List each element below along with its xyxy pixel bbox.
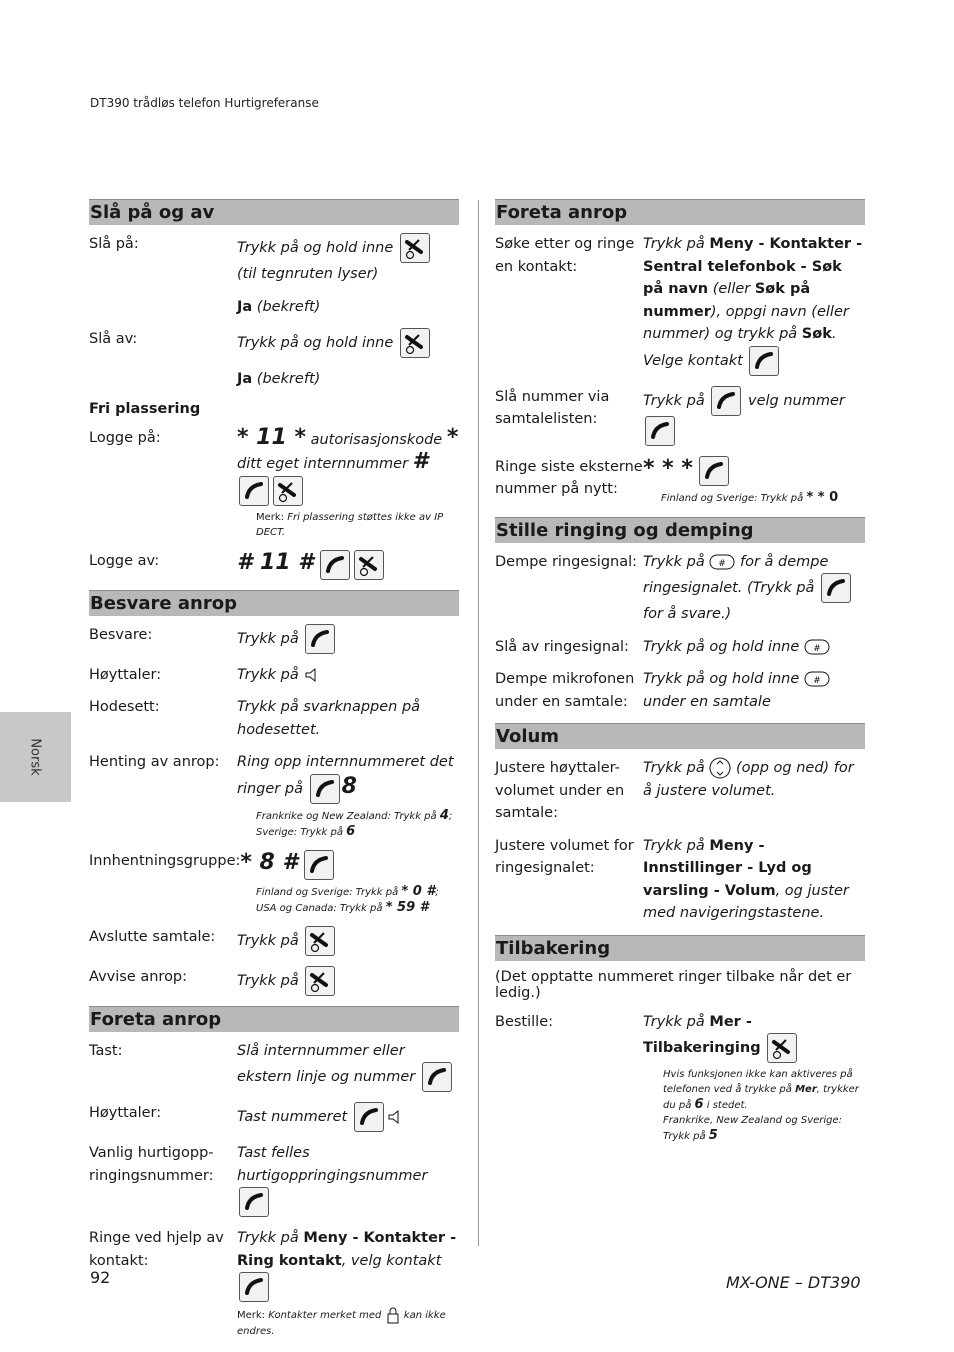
section-title: Foreta anrop xyxy=(89,1006,459,1032)
call-key-icon xyxy=(749,346,779,376)
row-power-off xyxy=(89,328,459,358)
note-text: Finland og Sverige: Trykk på xyxy=(661,492,804,504)
row-label: Slå på: xyxy=(89,236,139,252)
note-text: kan ikke endres. xyxy=(237,1310,446,1337)
section-title: Slå på og av xyxy=(89,199,459,225)
code: * 11 * xyxy=(237,424,306,450)
speaker-icon xyxy=(386,1108,412,1126)
text: Trykk på xyxy=(643,392,705,409)
row-label xyxy=(89,368,237,391)
note-text: Fri plassering støttes ikke av IP DECT. xyxy=(256,511,444,538)
note-label: Merk: xyxy=(256,511,285,523)
row-label: Ringe ved hjelp av kontakt: xyxy=(89,1230,224,1269)
row-value xyxy=(643,233,865,376)
language-tab-label: Norsk xyxy=(27,738,43,776)
note-text: Hvis funksjonen ikke kan aktiveres på telefonen ved å trykke på xyxy=(663,1069,853,1095)
text: ), oppgi navn (eller nummer) og trykk på xyxy=(643,303,849,342)
text: under en samtale xyxy=(643,693,771,710)
call-key-icon xyxy=(645,416,675,446)
row-label: Logge av: xyxy=(89,552,160,569)
language-tab xyxy=(0,712,71,802)
note-digit: 5 xyxy=(708,1128,718,1143)
call-key-icon xyxy=(699,456,729,486)
menu-path: Meny - Kontakter - Sentral telefonbok - Søk på navn xyxy=(643,236,863,297)
row-value xyxy=(237,1040,459,1093)
row-ring-off xyxy=(495,636,865,659)
code: # 11 # xyxy=(237,549,314,575)
note xyxy=(661,490,865,507)
text: (bekreft) xyxy=(256,298,321,315)
end-key-icon xyxy=(305,966,335,996)
row-logout xyxy=(89,550,459,580)
row-label: Henting av anrop: xyxy=(89,754,220,770)
page-number: 92 xyxy=(90,1268,111,1287)
note-text: Sverige: Trykk på xyxy=(256,826,343,838)
yes-text: Ja xyxy=(237,298,253,315)
left-column xyxy=(89,199,459,1349)
row-value xyxy=(237,233,459,286)
row-label: Høyttaler: xyxy=(89,666,162,683)
row-confirm xyxy=(89,368,459,391)
navigation-key-icon xyxy=(709,757,731,779)
footer-product: MX-ONE – DT390 xyxy=(726,1273,861,1292)
text: Slå internnummer eller ekstern linje og nummer xyxy=(237,1042,416,1085)
call-key-icon xyxy=(239,1187,269,1217)
call-key-icon xyxy=(304,850,334,880)
note-text: i stedet. xyxy=(706,1100,748,1111)
call-key-icon xyxy=(239,1272,269,1302)
end-key-icon xyxy=(767,1033,797,1063)
call-key-icon xyxy=(305,624,335,654)
end-key-icon xyxy=(273,476,303,506)
row-confirm xyxy=(89,296,459,319)
row-label: Slå nummer via samtalelisten: xyxy=(495,388,610,427)
text: (eller xyxy=(712,281,751,297)
code: 8 xyxy=(341,773,357,799)
row-value xyxy=(237,296,459,319)
row-label: Dempe mikrofonen under en samtale: xyxy=(495,671,635,710)
text: autorisasjonskode xyxy=(310,431,443,448)
note-bold: Mer xyxy=(795,1084,817,1095)
row-label: Vanlig hurtigopp-ringingsnummer: xyxy=(89,1145,214,1184)
note-label: Merk: xyxy=(237,1310,266,1321)
row-volume-speaker xyxy=(495,757,865,825)
svg-text:#: # xyxy=(813,643,821,654)
svg-text:#: # xyxy=(718,558,727,569)
row-label: Besvare: xyxy=(89,626,153,643)
row-label: Høyttaler: xyxy=(89,1105,162,1121)
text: Trykk på xyxy=(237,1230,299,1246)
text: Trykk på xyxy=(643,1013,705,1030)
row-value xyxy=(237,1227,459,1302)
call-key-icon xyxy=(821,573,851,603)
text: , og juster med navigeringstastene. xyxy=(643,882,849,921)
row-speed-dial xyxy=(89,1142,459,1217)
end-key-icon xyxy=(400,328,430,358)
call-key-icon xyxy=(422,1062,452,1092)
row-value xyxy=(643,668,865,713)
note-digit: * * 0 xyxy=(806,489,839,505)
row-volume-ring xyxy=(495,835,865,925)
row-value xyxy=(643,835,865,925)
text: eget internnummer xyxy=(266,456,409,472)
row-label: Hodesett: xyxy=(89,699,160,715)
text: , velg kontakt xyxy=(341,1252,442,1269)
callback-description: (Det opptatte nummeret ringer tilbake når det er ledig.) xyxy=(495,968,852,1001)
end-key-icon xyxy=(354,550,384,580)
text: Trykk på og hold inne xyxy=(237,335,394,351)
text: Trykk på xyxy=(643,236,705,252)
end-key-icon xyxy=(305,926,335,956)
page-header: DT390 trådløs telefon Hurtigreferanse xyxy=(90,96,319,110)
note-text: ; xyxy=(435,886,439,898)
call-key-icon xyxy=(711,386,741,416)
note xyxy=(256,884,459,916)
row-value xyxy=(643,636,865,659)
row-search xyxy=(495,233,865,376)
mute-key-icon xyxy=(804,670,830,688)
note-text: ; xyxy=(448,810,453,822)
note-text: USA og Canada: Trykk på xyxy=(256,902,383,914)
note-text: , trykker du på xyxy=(663,1084,859,1111)
row-value xyxy=(237,1142,459,1217)
row-label: Dempe ringesignal: xyxy=(495,553,638,570)
text: Trykk på og hold inne xyxy=(237,240,394,256)
note-text: Kontakter merket med xyxy=(268,1310,382,1321)
row-label xyxy=(89,296,237,319)
row-label: Justere volumet for ringesignalet: xyxy=(495,837,634,876)
row-label: Søke etter og ringe en kontakt: xyxy=(495,236,635,275)
section-title: Tilbakering xyxy=(495,935,865,961)
row-value xyxy=(237,966,459,996)
svg-text:#: # xyxy=(813,676,821,686)
note-text: Finland og Sverige: Trykk på xyxy=(256,886,399,898)
speaker-icon xyxy=(303,666,329,684)
row-value xyxy=(237,1102,459,1132)
note-digit: 6 xyxy=(694,1097,704,1112)
menu-path: Meny - Innstillinger - Lyd og varsling - Volum xyxy=(643,837,812,899)
text: Trykk på xyxy=(237,666,299,683)
row-speaker xyxy=(89,664,459,687)
text: Trykk på xyxy=(643,760,705,776)
text: Trykk på og hold inne xyxy=(643,671,800,687)
text: velg nummer xyxy=(748,392,845,409)
text: for å dempe ringesignalet. (Trykk på xyxy=(643,553,829,596)
row-value xyxy=(237,424,459,506)
text: Tast felles hurtigoppringingsnummer xyxy=(237,1145,428,1184)
text: for å svare.) xyxy=(643,606,732,622)
note-digit: 6 xyxy=(346,823,356,839)
row-value xyxy=(237,368,459,391)
row-reject xyxy=(89,966,459,996)
section-title: Volum xyxy=(495,723,865,749)
end-key-icon xyxy=(400,233,430,263)
row-value xyxy=(237,328,459,358)
text: Trykk på og hold inne xyxy=(643,638,800,655)
menu-path: Søk xyxy=(801,326,832,342)
call-key-icon xyxy=(310,774,340,804)
row-mute-mic xyxy=(495,668,865,713)
text: . Velge kontakt xyxy=(643,326,837,369)
row-value xyxy=(237,751,459,804)
row-value xyxy=(237,624,459,654)
code: * * * xyxy=(643,455,693,481)
text: (opp og ned) for å justere volumet. xyxy=(643,760,854,799)
row-group xyxy=(89,850,459,880)
section-title: Foreta anrop xyxy=(495,199,865,225)
text: Trykk på xyxy=(237,630,299,647)
text: Tast nummeret xyxy=(237,1109,348,1125)
row-value: Trykk på svarknappen på hodesettet. xyxy=(237,699,421,738)
row-login xyxy=(89,424,459,506)
row-power-on xyxy=(89,233,459,286)
row-label: Justere høyttaler-volumet under en samtale: xyxy=(495,760,625,821)
text: (bekreft) xyxy=(256,371,321,387)
call-key-icon xyxy=(239,476,269,506)
code: * 8 # xyxy=(240,849,298,875)
row-value xyxy=(237,550,459,580)
mute-key-icon xyxy=(804,638,830,656)
note xyxy=(237,1306,459,1339)
call-key-icon xyxy=(320,550,350,580)
row-label: Logge på: xyxy=(89,429,161,446)
text: Ring opp internnummeret det ringer på xyxy=(237,754,454,797)
subheading: Fri plassering xyxy=(89,400,201,417)
text: Trykk på xyxy=(237,932,299,949)
lock-icon xyxy=(385,1306,401,1324)
text: ditt xyxy=(237,456,262,472)
note xyxy=(663,1067,863,1144)
row-label: Innhentningsgruppe: xyxy=(89,852,241,869)
row-redial xyxy=(495,456,865,507)
row-dial xyxy=(89,1040,459,1093)
column-divider xyxy=(478,200,479,1246)
row-value xyxy=(643,1011,865,1064)
note xyxy=(256,510,459,540)
row-callback xyxy=(495,1011,865,1064)
note-digit: * 59 # xyxy=(385,899,429,915)
row-contact-call xyxy=(89,1227,459,1302)
note-text: Frankrike, New Zealand og Sverige: Trykk på xyxy=(663,1115,843,1142)
code: * xyxy=(446,424,459,450)
row-dial-speaker xyxy=(89,1102,459,1132)
row-end xyxy=(89,926,459,956)
row-value xyxy=(643,551,865,626)
row-label: Tast: xyxy=(89,1042,123,1059)
call-key-icon xyxy=(354,1102,384,1132)
yes-text: Ja xyxy=(237,371,253,387)
note-text: Frankrike og New Zealand: Trykk på xyxy=(256,810,437,822)
row-call-log xyxy=(495,386,865,446)
right-column xyxy=(495,199,865,1154)
row-label: Slå av: xyxy=(89,331,138,347)
row-value xyxy=(237,926,459,956)
menu-path: Mer - Tilbakeringing xyxy=(643,1013,761,1056)
section-title: Stille ringing og demping xyxy=(495,517,865,543)
row-pickup xyxy=(89,751,459,804)
row-label: Slå av ringesignal: xyxy=(495,638,629,655)
row-headset xyxy=(89,696,459,741)
row-label: Bestille: xyxy=(495,1013,553,1030)
menu-path: Søk på nummer xyxy=(643,281,811,320)
menu-path: Meny - Kontakter - Ring kontakt xyxy=(237,1230,457,1269)
code: # xyxy=(412,449,428,474)
mute-key-icon xyxy=(709,553,735,571)
row-label: Avslutte samtale: xyxy=(89,928,216,945)
row-value xyxy=(643,386,865,446)
row-answer xyxy=(89,624,459,654)
row-value xyxy=(237,664,459,687)
section-title: Besvare anrop xyxy=(89,590,459,616)
text: Trykk på xyxy=(643,837,705,854)
row-label: Avvise anrop: xyxy=(89,968,188,985)
row-label: Ringe siste eksterne nummer på nytt: xyxy=(495,458,643,497)
text: Trykk på xyxy=(643,553,705,570)
text: (til tegnruten lyser) xyxy=(237,266,379,282)
row-value xyxy=(240,850,459,880)
note-digit: 4 xyxy=(439,807,449,823)
text: Trykk på xyxy=(237,972,299,989)
row-value xyxy=(643,456,865,507)
note xyxy=(256,808,459,840)
row-value xyxy=(643,757,865,825)
note-digit: * 0 # xyxy=(401,883,436,899)
row-mute-ring xyxy=(495,551,865,626)
